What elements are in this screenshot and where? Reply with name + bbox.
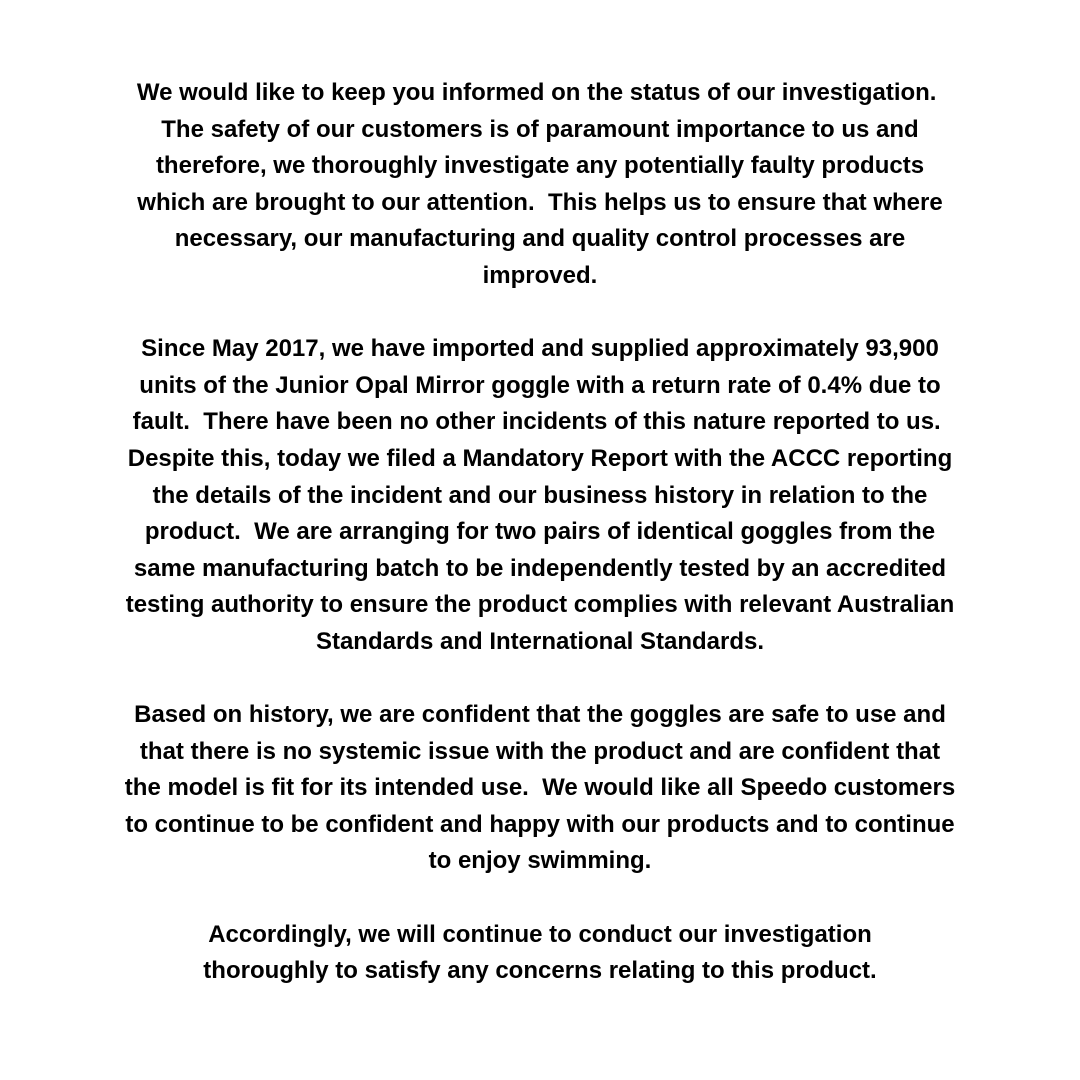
paragraph-investigation-status [60, 75, 1020, 295]
text-line: necessary, our manufacturing and quality control processes are [174, 225, 906, 253]
text-line: that there is no systemic issue with the product and are confident that [139, 737, 941, 765]
statement-body [60, 75, 1020, 990]
text-line: to enjoy swimming. [428, 847, 652, 875]
text-line: which are brought to our attention. This helps us to ensure that where [137, 188, 943, 216]
text-line: Based on history, we are confident that the goggles are safe to use and [134, 701, 946, 729]
text-line: product. We are arranging for two pairs of identical goggles from the [144, 518, 936, 546]
text-line: We would like to keep you informed on the status of our investigation. [136, 79, 944, 106]
text-line: fault. There have been no other incidents of this nature reported to us. [132, 408, 948, 436]
text-line: the details of the incident and our business history in relation to the [152, 481, 928, 509]
text-line: Since May 2017, we have imported and supplied approximately 93,900 [141, 335, 939, 363]
text-line: Despite this, today we filed a Mandatory Report with the ACCC reporting [127, 444, 953, 472]
text-line: same manufacturing batch to be independently tested by an accredited [133, 554, 947, 582]
text-line: therefore, we thoroughly investigate any potentially faulty products [155, 152, 925, 180]
text-line: the model is fit for its intended use. We would like all Speedo customers [124, 774, 956, 802]
text-line: Standards and International Standards. [315, 627, 765, 655]
text-line: units of the Junior Opal Mirror goggle with a return rate of 0.4% due to [139, 371, 941, 399]
text-line: improved. [482, 261, 598, 289]
paragraph-conclusion [60, 917, 1020, 990]
paragraph-confidence [60, 697, 1020, 880]
text-line: thoroughly to satisfy any concerns relating to this product. [203, 957, 877, 985]
paragraph-product-history [60, 331, 1020, 660]
text-line: The safety of our customers is of paramount importance to us and [161, 115, 919, 143]
text-line: testing authority to ensure the product complies with relevant Australian [125, 591, 955, 619]
text-line: to continue to be confident and happy with our products and to continue [125, 810, 955, 838]
text-line: Accordingly, we will continue to conduct our investigation [208, 920, 872, 948]
